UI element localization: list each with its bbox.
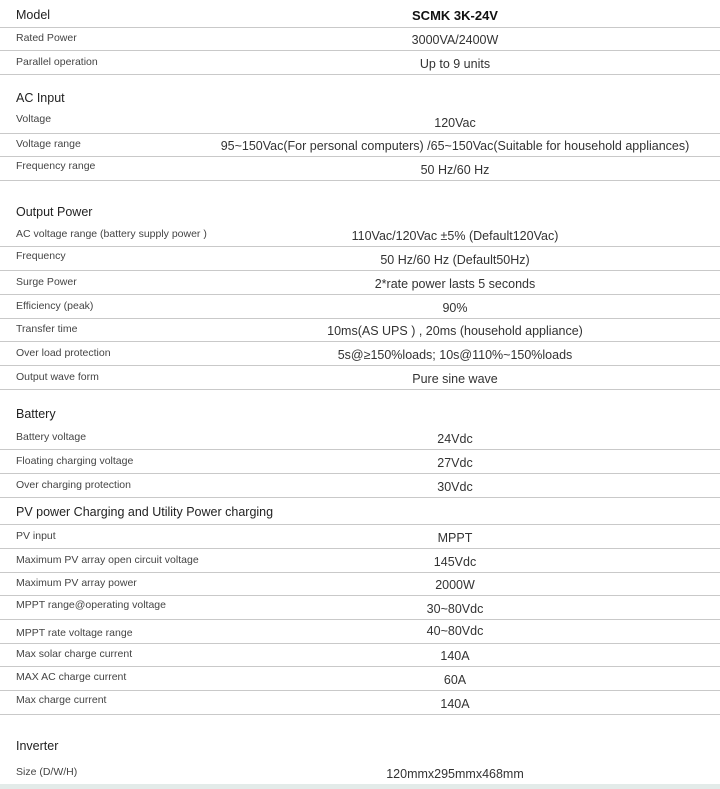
row-label: Parallel operation bbox=[16, 56, 98, 68]
row-label: Output wave form bbox=[16, 371, 99, 383]
model-row bbox=[0, 4, 720, 28]
row-label: AC voltage range (battery supply power ) bbox=[16, 228, 207, 240]
row-value: 140A bbox=[440, 697, 470, 711]
section-title-battery: Battery bbox=[16, 407, 56, 421]
row-label: Voltage bbox=[16, 113, 52, 125]
section-title-ac-input: AC Input bbox=[16, 91, 65, 105]
row-label: Surge Power bbox=[16, 276, 77, 288]
section-title-inverter: Inverter bbox=[16, 739, 59, 753]
section-row-pv-charging bbox=[0, 498, 720, 525]
table-row bbox=[0, 450, 720, 474]
row-label: Max charge current bbox=[16, 694, 107, 706]
row-label: Frequency range bbox=[16, 160, 96, 172]
row-label: Over load protection bbox=[16, 347, 111, 359]
row-label: MPPT rate voltage range bbox=[16, 627, 133, 639]
row-label: Battery voltage bbox=[16, 431, 87, 443]
row-value: Up to 9 units bbox=[419, 57, 491, 71]
row-value: 50 Hz/60 Hz bbox=[420, 163, 490, 177]
row-value: 60A bbox=[443, 673, 467, 687]
row-value: 3000VA/2400W bbox=[411, 33, 499, 47]
table-row bbox=[0, 134, 720, 157]
table-row bbox=[0, 51, 720, 75]
table-row bbox=[0, 525, 720, 549]
row-value: 2000W bbox=[435, 578, 475, 592]
row-value: 50 Hz/60 Hz (Default50Hz) bbox=[380, 253, 530, 267]
row-label: PV input bbox=[16, 530, 56, 542]
table-row bbox=[0, 426, 720, 450]
table-row bbox=[0, 596, 720, 620]
row-value: 110Vac/120Vac ±5% (Default120Vac) bbox=[351, 229, 559, 243]
row-label: Max solar charge current bbox=[16, 648, 133, 660]
row-value: 27Vdc bbox=[437, 456, 473, 470]
row-value: 95~150Vac(For personal computers) /65~150Vac(Suitable for household appliances) bbox=[220, 139, 690, 153]
table-row bbox=[0, 28, 720, 51]
row-label: MAX AC charge current bbox=[16, 671, 127, 683]
row-value: 145Vdc bbox=[433, 555, 477, 569]
row-label: Efficiency (peak) bbox=[16, 300, 94, 312]
row-value: 2*rate power lasts 5 seconds bbox=[374, 277, 536, 291]
row-label: Floating charging voltage bbox=[16, 455, 134, 467]
row-value: MPPT bbox=[437, 531, 473, 545]
row-value: 30~80Vdc bbox=[426, 602, 484, 616]
table-row bbox=[0, 110, 720, 134]
table-row bbox=[0, 620, 720, 644]
table-row bbox=[0, 366, 720, 390]
table-row bbox=[0, 549, 720, 573]
table-row bbox=[0, 157, 720, 181]
table-row bbox=[0, 247, 720, 271]
model-label: Model bbox=[16, 8, 51, 22]
row-value: 10ms(AS UPS ) , 20ms (household appliance) bbox=[327, 324, 583, 338]
table-row bbox=[0, 271, 720, 295]
table-row bbox=[0, 224, 720, 247]
table-row bbox=[0, 644, 720, 667]
section-title-output-power: Output Power bbox=[16, 205, 93, 219]
row-value: 120Vac bbox=[434, 116, 476, 130]
bottom-band bbox=[0, 784, 720, 789]
row-value: 90% bbox=[442, 301, 468, 315]
table-row bbox=[0, 474, 720, 498]
table-row bbox=[0, 691, 720, 715]
row-value: 30Vdc bbox=[437, 480, 473, 494]
row-label: Size (D/W/H) bbox=[16, 766, 78, 778]
table-row bbox=[0, 573, 720, 596]
row-label: Transfer time bbox=[16, 323, 78, 335]
row-value: Pure sine wave bbox=[412, 372, 498, 386]
table-row bbox=[0, 342, 720, 366]
row-value: 5s@≥150%loads; 10s@110%~150%loads bbox=[337, 348, 573, 362]
row-label: MPPT range@operating voltage bbox=[16, 599, 166, 611]
row-value: 40~80Vdc bbox=[426, 624, 484, 638]
row-label: Frequency bbox=[16, 250, 66, 262]
row-label: Maximum PV array power bbox=[16, 577, 137, 589]
section-title-pv-charging: PV power Charging and Utility Power charging bbox=[16, 505, 274, 519]
row-value: 140A bbox=[440, 649, 470, 663]
row-value: 24Vdc bbox=[437, 432, 473, 446]
table-row bbox=[0, 295, 720, 319]
row-label: Rated Power bbox=[16, 32, 77, 44]
table-row bbox=[0, 667, 720, 691]
table-row bbox=[0, 760, 720, 784]
table-row bbox=[0, 319, 720, 342]
model-value: SCMK 3K-24V bbox=[412, 8, 498, 23]
row-label: Voltage range bbox=[16, 138, 81, 150]
row-label: Over charging protection bbox=[16, 479, 131, 491]
row-label: Maximum PV array open circuit voltage bbox=[16, 554, 199, 566]
row-value: 120mmx295mmx468mm bbox=[386, 767, 524, 781]
